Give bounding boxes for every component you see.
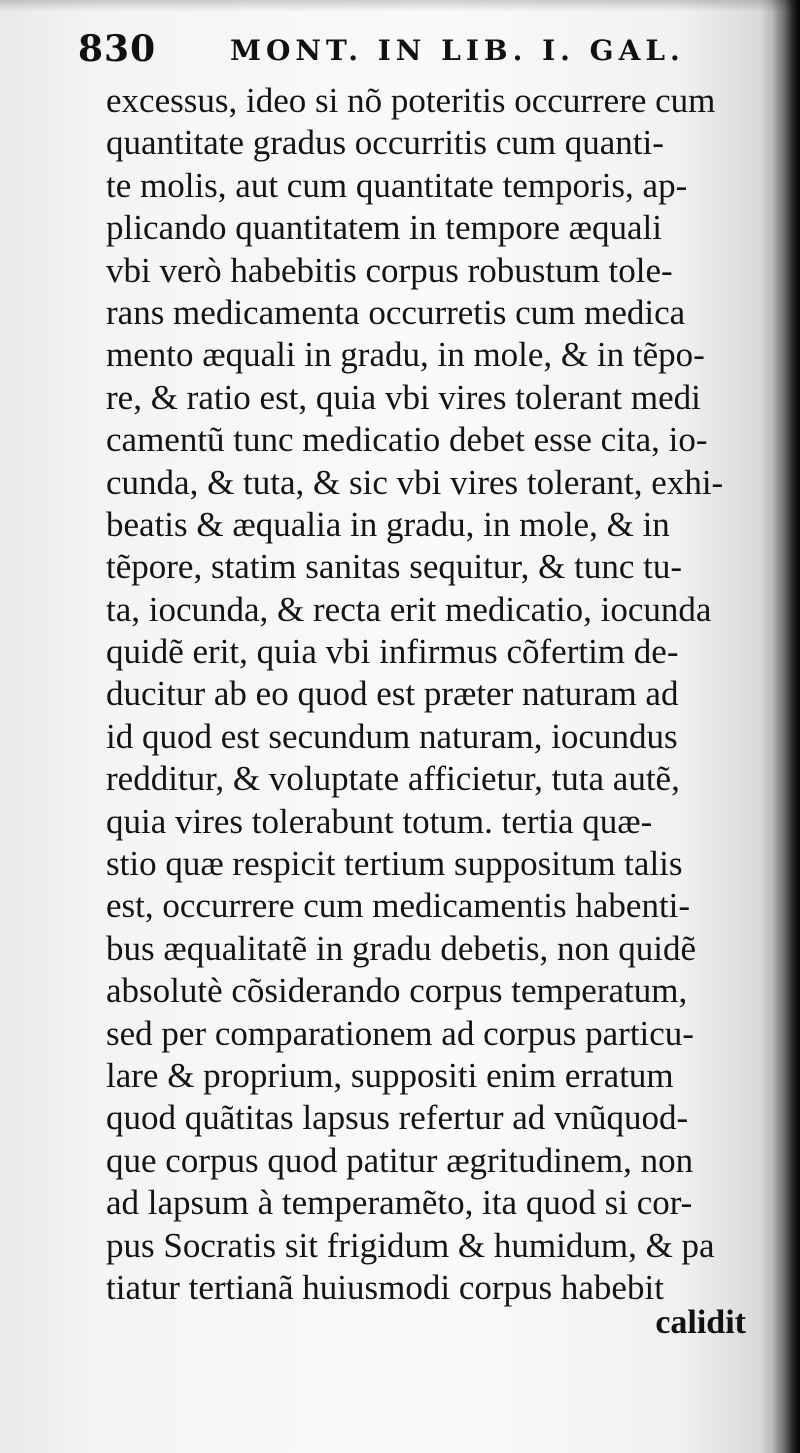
text-line: quidẽ erit, quia vbi infirmus cõfertim de- <box>106 632 679 672</box>
text-line: te molis, aut cum quantitate temporis, ap- <box>106 165 688 205</box>
text-line: sed per comparationem ad corpus particu- <box>106 1013 694 1053</box>
gutter-shadow <box>772 0 800 1453</box>
text-line: mento æquali in gradu, in mole, & in tẽpo- <box>106 335 705 375</box>
text-line: pus Socratis sit frigidum & humidum, & pa <box>106 1225 715 1265</box>
text-line: re, & ratio est, quia vbi vires tolerant medi <box>106 377 701 417</box>
text-line: bus æqualitatẽ in gradu debetis, non quidẽ <box>106 928 697 968</box>
text-line: plicando quantitatem in tempore æquali <box>106 208 662 248</box>
text-line: quantitate gradus occurritis cum quanti- <box>106 123 664 163</box>
text-line: que corpus quod patitur ægritudinem, non <box>106 1140 694 1180</box>
text-line: tẽpore, statim sanitas sequitur, & tunc tu- <box>106 547 682 587</box>
text-line: quod quãtitas lapsus refertur ad vnũquod- <box>106 1098 689 1138</box>
running-head: MONT. IN LIB. I. GAL. <box>230 34 685 67</box>
text-line: quia vires tolerabunt totum. tertia quæ- <box>106 801 653 841</box>
text-line: cunda, & tuta, & sic vbi vires tolerant, exhi- <box>106 462 724 502</box>
body-text <box>106 80 772 1309</box>
page-header <box>78 22 758 74</box>
text-line: beatis & æqualia in gradu, in mole, & in <box>106 504 670 544</box>
text-line: lare & proprium, suppositi enim erratum <box>106 1055 674 1095</box>
text-line: ta, iocunda, & recta erit medicatio, iocunda <box>106 589 712 629</box>
text-line: camentũ tunc medicatio debet esse cita, io- <box>106 420 708 460</box>
text-line: rans medicamenta occurretis cum medica <box>106 292 686 332</box>
text-line: excessus, ideo si nõ poteritis occurrere cum <box>106 81 716 120</box>
text-line: stio quæ respicit tertium suppositum talis <box>106 844 683 884</box>
text-line: ducitur ab eo quod est præter naturam ad <box>106 674 679 714</box>
top-edge-shadow <box>0 0 800 12</box>
catchword: calidit <box>655 1304 746 1341</box>
text-line: absolutè cõsiderando corpus temperatum, <box>106 971 688 1011</box>
text-line: redditur, & voluptate afficietur, tuta autẽ, <box>106 759 680 799</box>
text-line: est, occurrere cum medicamentis habenti- <box>106 886 691 926</box>
page-number: 830 <box>78 28 157 70</box>
text-line: id quod est secundum naturam, iocundus <box>106 716 678 756</box>
text-line: ad lapsum à temperamẽto, ita quod si cor- <box>106 1183 693 1223</box>
text-line: tiatur tertianã huiusmodi corpus habebit <box>106 1267 664 1307</box>
text-line: vbi verò habebitis corpus robustum tole- <box>106 250 673 290</box>
